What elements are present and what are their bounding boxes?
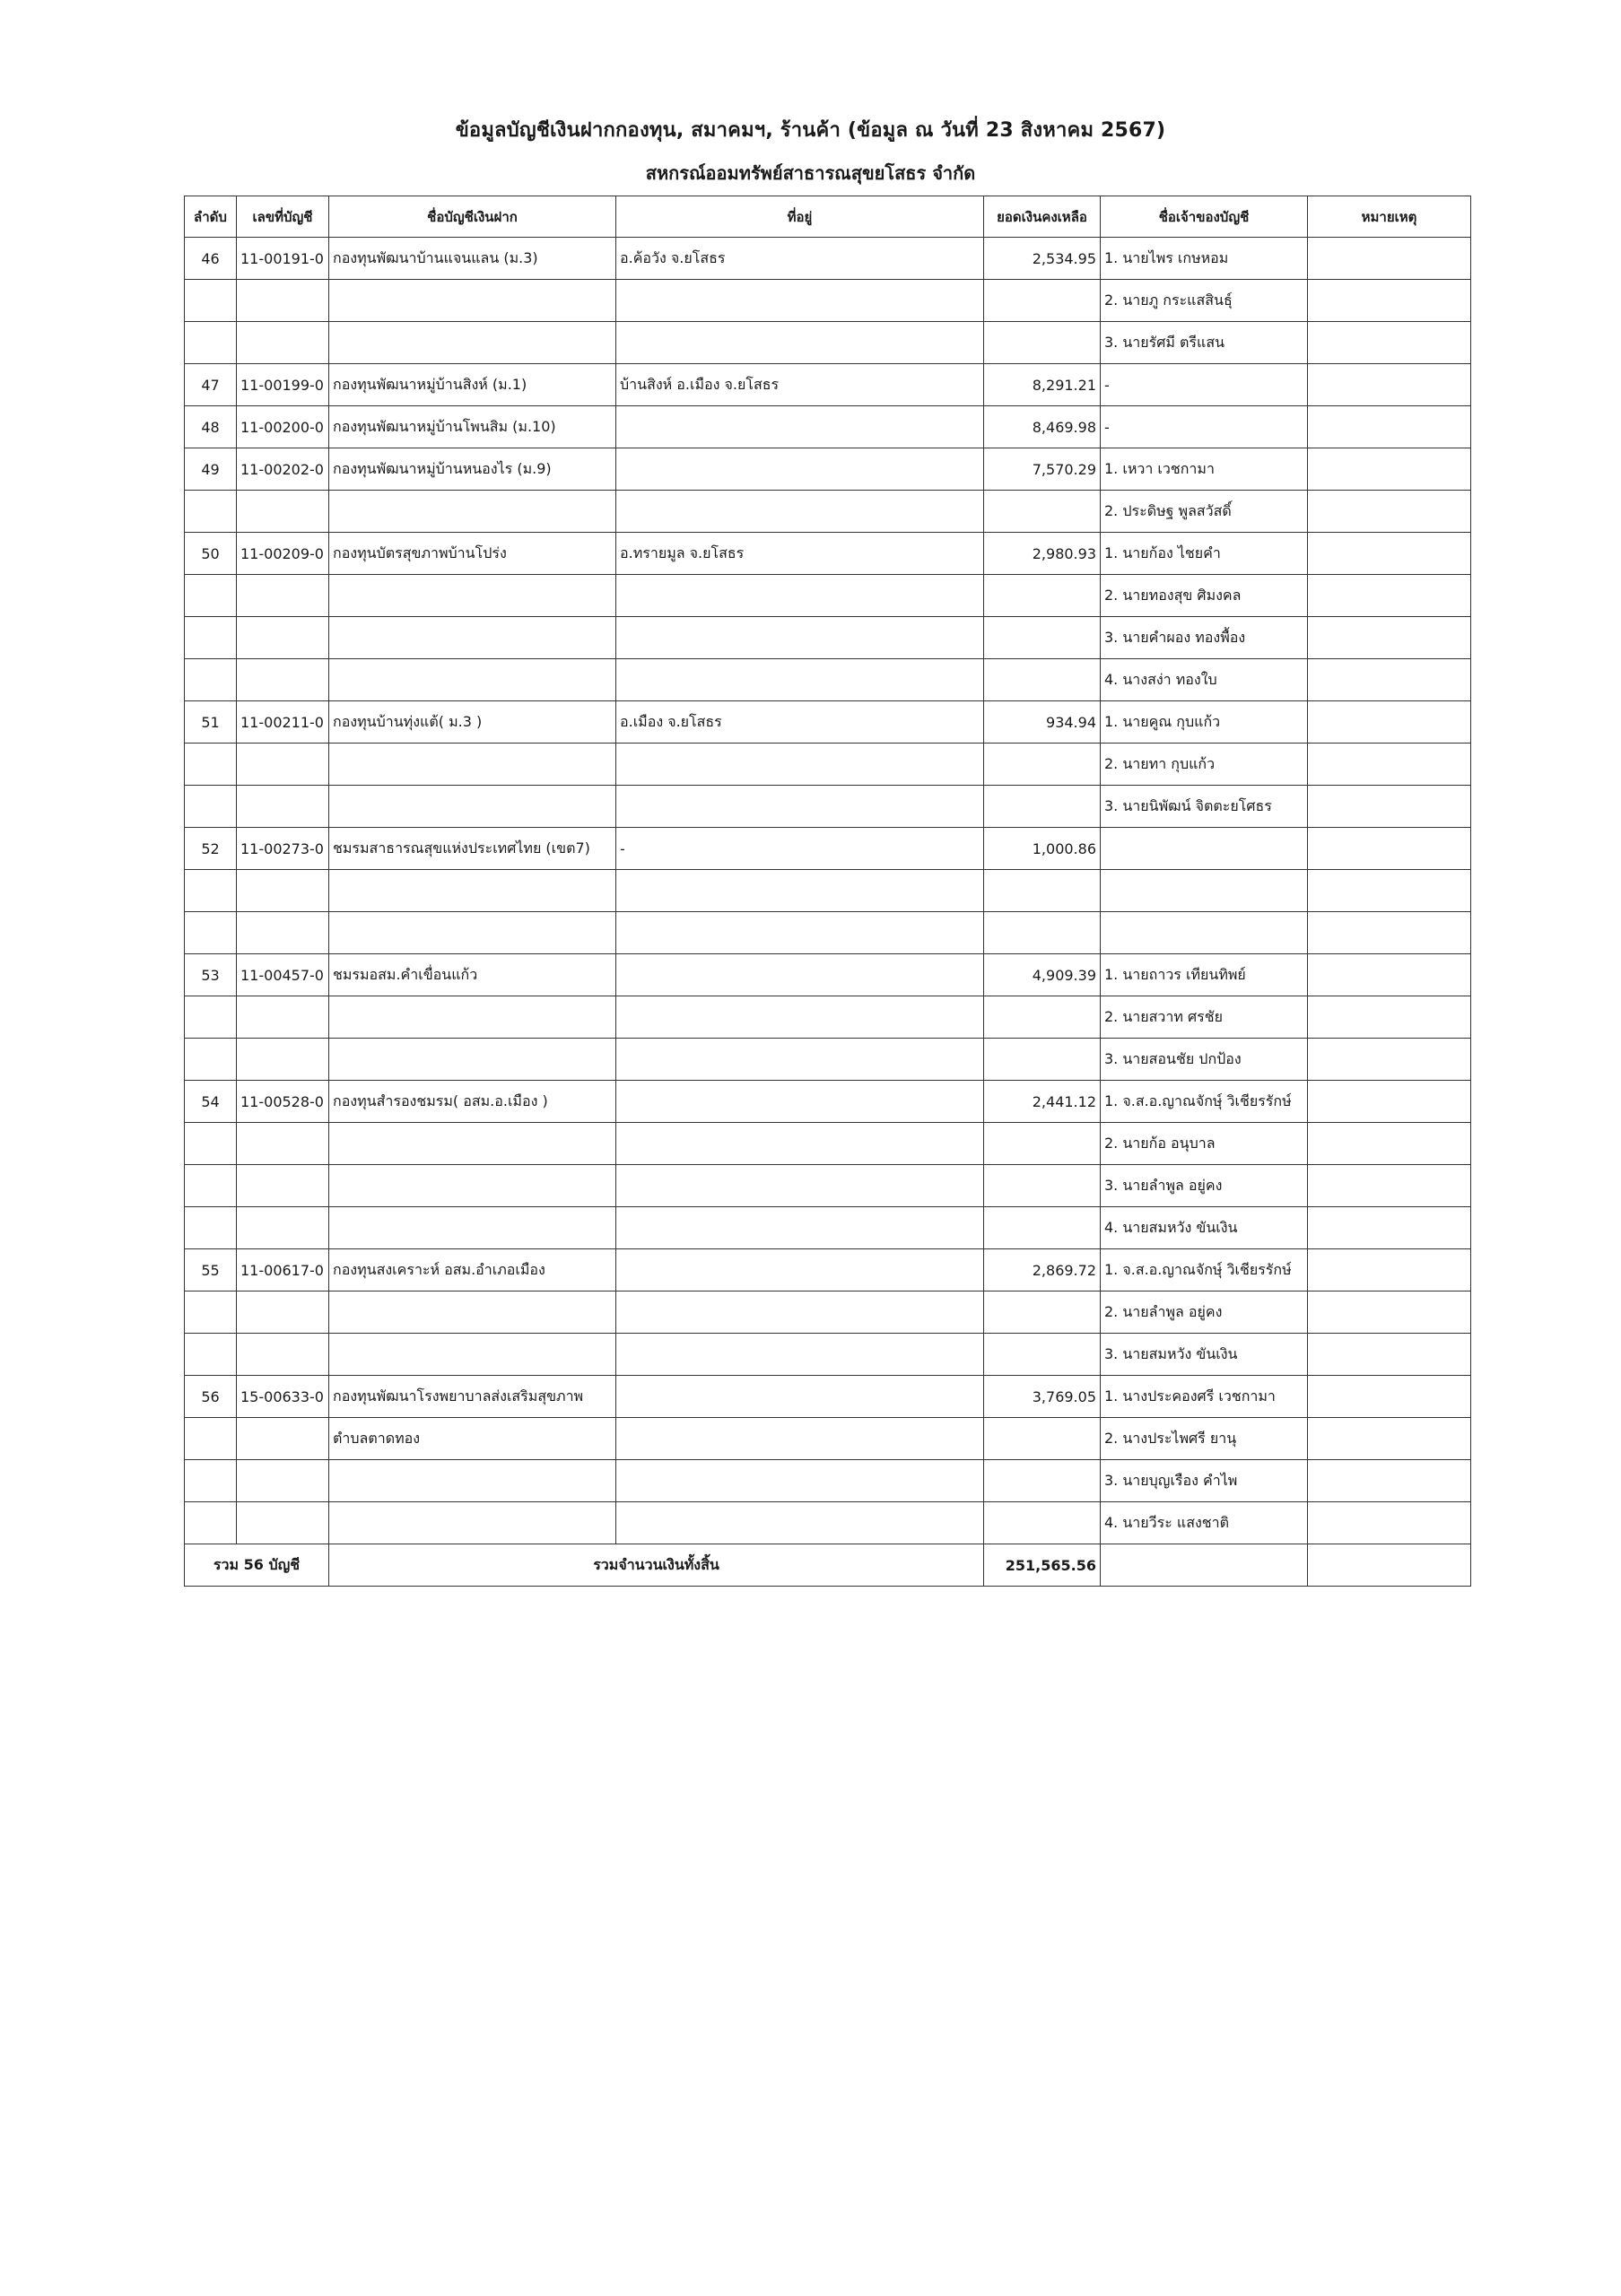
- cell-owner: 3. นายบุญเรือง คำไพ: [1101, 1460, 1308, 1502]
- cell-address: [616, 659, 984, 701]
- cell-owner: -: [1101, 364, 1308, 406]
- cell-address: อ.ค้อวัง จ.ยโสธร: [616, 238, 984, 280]
- cell-remark: [1308, 238, 1471, 280]
- cell-owner: 2. นายทองสุข ศิมงคล: [1101, 575, 1308, 617]
- table-row: [185, 1123, 1471, 1165]
- table-row: [185, 1460, 1471, 1502]
- cell-owner: [1101, 870, 1308, 912]
- cell-account-no: [237, 491, 329, 533]
- cell-account-no: [237, 744, 329, 786]
- cell-balance: [984, 1292, 1101, 1334]
- cell-balance: [984, 1165, 1101, 1207]
- table-row: [185, 701, 1471, 744]
- cell-owner: 3. นายนิพัฒน์ จิตตะยโศธร: [1101, 786, 1308, 828]
- cell-account-name: [329, 1123, 616, 1165]
- cell-no: 56: [185, 1376, 237, 1418]
- cell-remark: [1308, 1039, 1471, 1081]
- cell-no: 48: [185, 406, 237, 448]
- cell-no: [185, 744, 237, 786]
- cell-address: [616, 1207, 984, 1249]
- cell-no: [185, 1334, 237, 1376]
- cell-account-name: กองทุนพัฒนาบ้านแจนแลน (ม.3): [329, 238, 616, 280]
- cell-account-name: [329, 1039, 616, 1081]
- cell-remark: [1308, 1502, 1471, 1544]
- cell-address: อ.ทรายมูล จ.ยโสธร: [616, 533, 984, 575]
- table-row: [185, 364, 1471, 406]
- cell-account-no: 11-00209-0: [237, 533, 329, 575]
- cell-balance: [984, 575, 1101, 617]
- total-count-label: รวม 56 บัญชี: [185, 1544, 329, 1587]
- total-sum-value: 251,565.56: [984, 1544, 1101, 1587]
- cell-balance: [984, 659, 1101, 701]
- cell-remark: [1308, 406, 1471, 448]
- cell-owner: 3. นายสอนชัย ปกป้อง: [1101, 1039, 1308, 1081]
- cell-balance: 7,570.29: [984, 448, 1101, 491]
- cell-owner: 2. นายสวาท ศรชัย: [1101, 996, 1308, 1039]
- cell-account-no: [237, 870, 329, 912]
- table-row: [185, 1039, 1471, 1081]
- table-row: [185, 1249, 1471, 1292]
- cell-no: [185, 1123, 237, 1165]
- cell-account-name: ชมรมสาธารณสุขแห่งประเทศไทย (เขต7): [329, 828, 616, 870]
- column-header-account-no: เลขที่บัญชี: [237, 196, 329, 238]
- cell-no: [185, 786, 237, 828]
- cell-remark: [1308, 701, 1471, 744]
- cell-balance: 2,980.93: [984, 533, 1101, 575]
- cell-account-name: [329, 617, 616, 659]
- cell-balance: [984, 280, 1101, 322]
- document-title: ข้อมูลบัญชีเงินฝากกองทุน, สมาคมฯ, ร้านค้า (ข้อมูล ณ วันที่ 23 สิงหาคม 2567): [455, 119, 1166, 142]
- cell-balance: [984, 1207, 1101, 1249]
- cell-account-no: 11-00528-0: [237, 1081, 329, 1123]
- cell-account-no: [237, 322, 329, 364]
- cell-no: [185, 1460, 237, 1502]
- cell-address: [616, 1418, 984, 1460]
- cell-address: [616, 617, 984, 659]
- cell-account-name: [329, 786, 616, 828]
- cell-owner: 2. นางประไพศรี ยานุ: [1101, 1418, 1308, 1460]
- cell-account-no: 11-00199-0: [237, 364, 329, 406]
- cell-address: อ.เมือง จ.ยโสธร: [616, 701, 984, 744]
- table-row: [185, 617, 1471, 659]
- cell-remark: [1308, 448, 1471, 491]
- cell-no: [185, 1418, 237, 1460]
- cell-no: [185, 280, 237, 322]
- cell-no: [185, 1039, 237, 1081]
- cell-balance: 2,869.72: [984, 1249, 1101, 1292]
- cell-owner: 2. นายทา กุบแก้ว: [1101, 744, 1308, 786]
- table-row: [185, 828, 1471, 870]
- cell-account-no: [237, 1334, 329, 1376]
- cell-account-no: [237, 1123, 329, 1165]
- cell-address: [616, 1123, 984, 1165]
- cell-account-name: [329, 1460, 616, 1502]
- cell-account-no: [237, 280, 329, 322]
- cell-account-no: [237, 1292, 329, 1334]
- cell-account-no: [237, 1418, 329, 1460]
- cell-account-name: ชมรมอสม.คำเขื่อนแก้ว: [329, 954, 616, 996]
- cell-address: [616, 1249, 984, 1292]
- cell-address: [616, 870, 984, 912]
- cell-owner: 1. นางประคองศรี เวชกามา: [1101, 1376, 1308, 1418]
- cell-remark: [1308, 870, 1471, 912]
- cell-account-name: [329, 322, 616, 364]
- cell-address: [616, 1081, 984, 1123]
- cell-account-name: [329, 1502, 616, 1544]
- cell-balance: [984, 1502, 1101, 1544]
- cell-address: -: [616, 828, 984, 870]
- cell-owner: 2. นายก้อ อนุบาล: [1101, 1123, 1308, 1165]
- cell-no: 51: [185, 701, 237, 744]
- cell-balance: 8,469.98: [984, 406, 1101, 448]
- table-row: [185, 996, 1471, 1039]
- cell-owner: 2. ประดิษฐ พูลสวัสดิ์: [1101, 491, 1308, 533]
- cell-account-name: [329, 1292, 616, 1334]
- cell-balance: 2,441.12: [984, 1081, 1101, 1123]
- cell-owner: 3. นายคำผอง ทองพื้อง: [1101, 617, 1308, 659]
- cell-address: [616, 1460, 984, 1502]
- cell-balance: 3,769.05: [984, 1376, 1101, 1418]
- cell-balance: 2,534.95: [984, 238, 1101, 280]
- cell-owner: 3. นายลำพูล อยู่คง: [1101, 1165, 1308, 1207]
- cell-account-no: [237, 575, 329, 617]
- cell-account-no: 11-00191-0: [237, 238, 329, 280]
- cell-address: [616, 280, 984, 322]
- cell-balance: 1,000.86: [984, 828, 1101, 870]
- cell-account-name: [329, 491, 616, 533]
- cell-no: 50: [185, 533, 237, 575]
- cell-remark: [1308, 1123, 1471, 1165]
- cell-owner: 4. นางสง่า ทองใบ: [1101, 659, 1308, 701]
- table-row: [185, 280, 1471, 322]
- cell-address: บ้านสิงห์ อ.เมือง จ.ยโสธร: [616, 364, 984, 406]
- cell-owner: 2. นายลำพูล อยู่คง: [1101, 1292, 1308, 1334]
- cell-balance: [984, 1123, 1101, 1165]
- cell-no: 46: [185, 238, 237, 280]
- cell-account-name: [329, 1334, 616, 1376]
- cell-address: [616, 575, 984, 617]
- cell-address: [616, 786, 984, 828]
- cell-remark: [1308, 1207, 1471, 1249]
- cell-account-name: [329, 659, 616, 701]
- cell-remark: [1308, 912, 1471, 954]
- cell-owner: 1. เหวา เวชกามา: [1101, 448, 1308, 491]
- cell-account-no: [237, 1039, 329, 1081]
- cell-owner: 3. นายสมหวัง ขันเงิน: [1101, 1334, 1308, 1376]
- cell-balance: [984, 1334, 1101, 1376]
- cell-no: [185, 912, 237, 954]
- cell-account-no: [237, 617, 329, 659]
- cell-no: 52: [185, 828, 237, 870]
- cell-owner: 3. นายรัศมี ตรีแสน: [1101, 322, 1308, 364]
- cell-owner: 1. นายถาวร เทียนทิพย์: [1101, 954, 1308, 996]
- cell-balance: [984, 786, 1101, 828]
- cell-remark: [1308, 1081, 1471, 1123]
- cell-no: 54: [185, 1081, 237, 1123]
- cell-account-name: [329, 912, 616, 954]
- cell-address: [616, 1502, 984, 1544]
- cell-balance: [984, 322, 1101, 364]
- column-header-remark: หมายเหตุ: [1308, 196, 1471, 238]
- cell-account-no: 11-00200-0: [237, 406, 329, 448]
- table-row: [185, 1207, 1471, 1249]
- cell-owner: 4. นายสมหวัง ขันเงิน: [1101, 1207, 1308, 1249]
- cell-remark: [1308, 659, 1471, 701]
- cell-account-no: 11-00202-0: [237, 448, 329, 491]
- cell-account-name: กองทุนสำรองชมรม( อสม.อ.เมือง ): [329, 1081, 616, 1123]
- table-row: [185, 1418, 1471, 1460]
- cell-balance: 934.94: [984, 701, 1101, 744]
- cell-owner: 1. นายคูณ กุบแก้ว: [1101, 701, 1308, 744]
- cell-address: [616, 1039, 984, 1081]
- cell-no: [185, 1165, 237, 1207]
- cell-balance: 8,291.21: [984, 364, 1101, 406]
- cell-owner: 2. นายภู กระแสสินธุ์: [1101, 280, 1308, 322]
- cell-remark: [1308, 280, 1471, 322]
- cell-account-name: กองทุนบ้านทุ่งแต้( ม.3 ): [329, 701, 616, 744]
- cell-remark: [1308, 575, 1471, 617]
- cell-no: [185, 617, 237, 659]
- cell-account-no: 11-00457-0: [237, 954, 329, 996]
- cell-remark: [1308, 1418, 1471, 1460]
- cell-remark: [1308, 996, 1471, 1039]
- cell-account-name: ตำบลตาดทอง: [329, 1418, 616, 1460]
- cell-no: [185, 575, 237, 617]
- table-row: [185, 659, 1471, 701]
- cell-owner: 1. นายไพร เกษหอม: [1101, 238, 1308, 280]
- cell-balance: [984, 491, 1101, 533]
- cell-no: [185, 322, 237, 364]
- cell-account-name: [329, 280, 616, 322]
- cell-balance: [984, 870, 1101, 912]
- table-header-row: [185, 196, 1471, 238]
- cell-address: [616, 491, 984, 533]
- cell-address: [616, 1292, 984, 1334]
- cell-account-name: [329, 870, 616, 912]
- cell-remark: [1308, 786, 1471, 828]
- cell-account-name: [329, 575, 616, 617]
- table-row: [185, 1292, 1471, 1334]
- table-body: [185, 238, 1471, 1544]
- cell-account-no: 15-00633-0: [237, 1376, 329, 1418]
- total-row: [185, 1544, 1471, 1587]
- cell-no: [185, 659, 237, 701]
- cell-account-name: [329, 744, 616, 786]
- cell-remark: [1308, 491, 1471, 533]
- column-header-no: ลำดับ: [185, 196, 237, 238]
- cell-address: [616, 406, 984, 448]
- cell-account-no: 11-00273-0: [237, 828, 329, 870]
- table-row: [185, 744, 1471, 786]
- cell-remark: [1308, 828, 1471, 870]
- cell-owner: [1101, 828, 1308, 870]
- cell-no: [185, 1292, 237, 1334]
- total-sum-label: รวมจำนวนเงินทั้งสิ้น: [329, 1544, 984, 1587]
- total-remark-cell: [1308, 1544, 1471, 1587]
- column-header-balance: ยอดเงินคงเหลือ: [984, 196, 1101, 238]
- cell-address: [616, 744, 984, 786]
- cell-account-name: กองทุนพัฒนาหมู่บ้านโพนสิม (ม.10): [329, 406, 616, 448]
- cell-balance: 4,909.39: [984, 954, 1101, 996]
- cell-remark: [1308, 533, 1471, 575]
- table-row: [185, 1502, 1471, 1544]
- cell-owner: 1. จ.ส.อ.ญาณจักษุ์ วิเชียรรักษ์: [1101, 1081, 1308, 1123]
- table-row: [185, 238, 1471, 280]
- cell-balance: [984, 1039, 1101, 1081]
- cell-account-no: [237, 1165, 329, 1207]
- table-row: [185, 322, 1471, 364]
- cell-account-no: [237, 1502, 329, 1544]
- cell-account-no: 11-00617-0: [237, 1249, 329, 1292]
- table-row: [185, 575, 1471, 617]
- cell-account-name: กองทุนบัตรสุขภาพบ้านโปร่ง: [329, 533, 616, 575]
- cell-remark: [1308, 1249, 1471, 1292]
- cell-balance: [984, 996, 1101, 1039]
- cell-remark: [1308, 1165, 1471, 1207]
- cell-account-no: [237, 1460, 329, 1502]
- cell-remark: [1308, 954, 1471, 996]
- cell-no: 53: [185, 954, 237, 996]
- cell-no: 49: [185, 448, 237, 491]
- cell-address: [616, 1165, 984, 1207]
- cell-remark: [1308, 744, 1471, 786]
- cell-account-no: [237, 996, 329, 1039]
- cell-balance: [984, 1460, 1101, 1502]
- table-row: [185, 406, 1471, 448]
- table-row: [185, 1165, 1471, 1207]
- cell-owner: 1. จ.ส.อ.ญาณจักษุ์ วิเชียรรักษ์: [1101, 1249, 1308, 1292]
- total-owner-cell: [1101, 1544, 1308, 1587]
- cell-account-name: [329, 1165, 616, 1207]
- cell-account-no: 11-00211-0: [237, 701, 329, 744]
- cell-balance: [984, 744, 1101, 786]
- cell-owner: 4. นายวีระ แสงชาติ: [1101, 1502, 1308, 1544]
- table-row: [185, 1081, 1471, 1123]
- cell-account-name: กองทุนพัฒนาโรงพยาบาลส่งเสริมสุขภาพ: [329, 1376, 616, 1418]
- cell-account-name: กองทุนสงเคราะห์ อสม.อำเภอเมือง: [329, 1249, 616, 1292]
- table-row: [185, 870, 1471, 912]
- cell-no: [185, 1207, 237, 1249]
- cell-remark: [1308, 1376, 1471, 1418]
- cell-account-name: [329, 996, 616, 1039]
- cell-address: [616, 912, 984, 954]
- cell-address: [616, 1376, 984, 1418]
- cell-address: [616, 954, 984, 996]
- cell-no: 55: [185, 1249, 237, 1292]
- table-row: [185, 448, 1471, 491]
- cell-account-name: กองทุนพัฒนาหมู่บ้านสิงห์ (ม.1): [329, 364, 616, 406]
- table-row: [185, 786, 1471, 828]
- cell-remark: [1308, 1334, 1471, 1376]
- cell-balance: [984, 912, 1101, 954]
- column-header-owner: ชื่อเจ้าของบัญชี: [1101, 196, 1308, 238]
- cell-no: 47: [185, 364, 237, 406]
- cell-owner: [1101, 912, 1308, 954]
- cell-address: [616, 322, 984, 364]
- cell-balance: [984, 1418, 1101, 1460]
- cell-account-no: [237, 659, 329, 701]
- table-row: [185, 912, 1471, 954]
- cell-account-no: [237, 912, 329, 954]
- cell-remark: [1308, 322, 1471, 364]
- cell-remark: [1308, 617, 1471, 659]
- cell-owner: 1. นายก้อง ไชยคำ: [1101, 533, 1308, 575]
- cell-account-no: [237, 1207, 329, 1249]
- cell-no: [185, 491, 237, 533]
- cell-owner: -: [1101, 406, 1308, 448]
- cell-account-name: กองทุนพัฒนาหมู่บ้านหนองไร (ม.9): [329, 448, 616, 491]
- cell-no: [185, 996, 237, 1039]
- cell-account-name: [329, 1207, 616, 1249]
- document-subtitle: สหกรณ์ออมทรัพย์สาธารณสุขยโสธร จำกัด: [645, 162, 976, 184]
- cell-remark: [1308, 1460, 1471, 1502]
- table-row: [185, 491, 1471, 533]
- table-row: [185, 1376, 1471, 1418]
- deposit-accounts-table: [184, 196, 1471, 1587]
- table-row: [185, 533, 1471, 575]
- cell-remark: [1308, 1292, 1471, 1334]
- table-row: [185, 1334, 1471, 1376]
- cell-no: [185, 870, 237, 912]
- column-header-account-name: ชื่อบัญชีเงินฝาก: [329, 196, 616, 238]
- cell-address: [616, 448, 984, 491]
- cell-remark: [1308, 364, 1471, 406]
- cell-balance: [984, 617, 1101, 659]
- cell-no: [185, 1502, 237, 1544]
- cell-address: [616, 996, 984, 1039]
- column-header-address: ที่อยู่: [616, 196, 984, 238]
- cell-address: [616, 1334, 984, 1376]
- cell-account-no: [237, 786, 329, 828]
- table-row: [185, 954, 1471, 996]
